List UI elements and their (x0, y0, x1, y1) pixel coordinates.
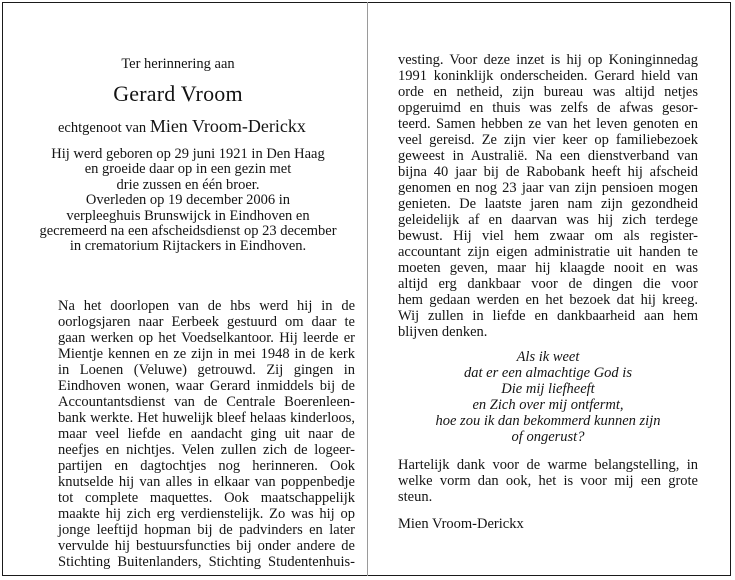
life-line: in crematorium Rijtackers in Eindhoven. (69, 238, 307, 255)
life-line: en groeide daar op in een gezin met (84, 161, 292, 178)
life-line: gecremeerd na een afscheidsdienst op 23 december (39, 223, 337, 240)
life-line: Overleden op 19 december 2006 in (85, 192, 291, 209)
bio-line: moeten geven, maar hij klaagde nooit en was (398, 260, 698, 276)
biography-right (398, 52, 698, 340)
bio-line: tot complete maquettes. Ook maatschappelijk (58, 490, 355, 506)
bio-line: maar veel liefde en aandacht ging uit naar de (58, 426, 355, 442)
deceased-name: Gerard Vroom (113, 81, 243, 106)
bio-line: maakte hij zich erg verdienstelijk. Zo was hij op (58, 506, 355, 522)
bio-line: vesting. Voor deze inzet is hij op Koninginnedag (398, 52, 698, 68)
bio-line: gaan werken op het Voedselkantoor. Hij leerde er (58, 330, 355, 346)
life-line: verpleeghuis Brunswijck in Eindhoven en (66, 207, 310, 224)
bio-line: Na het doorlopen van de hbs werd hij in de (58, 298, 355, 314)
bio-line: 1991 koninklijk onderscheiden. Gerard hield van (398, 68, 698, 84)
life-details (38, 147, 338, 255)
bio-line: opgeruimd en thuis was zelfs de afwas gesor- (398, 100, 698, 116)
bio-line: genieten. De laatste jaren nam zijn gezondheid (398, 196, 698, 212)
bio-line: oorlogsjaren naar Eerbeek gestuurd om daar te (58, 314, 355, 330)
bio-line: partijen en dagtochtjes nog herinneren. Ook (58, 458, 355, 474)
bio-line: accountant zijn eigen administratie uit handen te (398, 244, 698, 260)
bio-line: geweest in Australië. Na een dienstverband van (398, 148, 698, 164)
bio-line: vervulde hij bestuursfuncties bij onder andere de (58, 538, 355, 554)
life-line: drie zussen en één broer. (116, 176, 260, 193)
poem-line: Die mij liefheeft (501, 381, 595, 397)
bio-line: geleidelijk af en daarvan was hij zich terdege (398, 212, 698, 228)
bio-line: knutselde hij van alles in elkaar van poppenbedje (58, 474, 355, 490)
bio-line: Accountantsdienst van de Centrale Boerenleen- (58, 394, 355, 410)
biography-left (58, 298, 355, 570)
poem-line: dat er een almachtige God is (464, 365, 632, 381)
bio-line: Eindhoven wonen, waar Gerard inmiddels bij de (58, 378, 355, 394)
poem (398, 349, 698, 445)
bio-line: neefjes en nichtjes. Velen zullen zich de logeer- (58, 442, 355, 458)
signature: Mien Vroom-Derickx (398, 516, 524, 532)
bio-line: in Loenen (Veluwe) getrouwd. Zij gingen in (58, 362, 355, 378)
poem-line: en Zich over mij ontfermt, (472, 397, 624, 413)
life-line: Hij werd geboren op 29 juni 1921 in Den Haag (51, 146, 325, 162)
bio-line: genomen en nog 23 jaar van zijn pensioen mogen (398, 180, 698, 196)
spouse-name: Mien Vroom-Derickx (149, 116, 306, 136)
bio-line: bijna 40 jaar bij de Rabobank heeft hij afscheid (398, 164, 698, 180)
bio-line: Mientje kennen en ze zijn in mei 1948 in de kerk (58, 346, 355, 362)
spouse-prefix: echtgenoot van (58, 120, 147, 136)
thanks-line: Hartelijk dank voor de warme belangstelling, in (398, 457, 698, 473)
bio-line: veel gereisd. Ze zijn vier keer op familiebezoek (398, 132, 698, 148)
bio-line: jonge leeftijd hopman bij de padvinders en later (58, 522, 355, 538)
bio-line: Stichting Buitenlanders, Stichting Studentenhuis- (58, 554, 355, 570)
thanks-line: welke vorm dan ook, het is voor mij een grote (398, 473, 698, 489)
bio-line: teerd. Samen hebben ze van het leven genoten en (398, 116, 698, 132)
bio-line: Wij zullen in liefde en dankbaarheid aan hem (398, 308, 698, 324)
poem-line: of ongerust? (511, 429, 585, 445)
intro-text: Ter herinnering aan (121, 56, 235, 72)
fold-line (367, 2, 368, 576)
bio-line: orde en netheid, zijn bureau was altijd netjes (398, 84, 698, 100)
thanks-text (398, 457, 698, 505)
bio-line: bank werkte. Het huwelijk bleef helaas kinderloos, (58, 410, 355, 426)
bio-line: hem gedaan werden en het bezoek dat hij kreeg. (398, 292, 698, 308)
bio-line: blijven denken. (398, 324, 488, 340)
bio-line: altijd erg dankbaar voor de dingen die voor (398, 276, 698, 292)
spouse-line (58, 116, 306, 137)
poem-line: hoe zou ik dan bekommerd kunnen zijn (435, 413, 661, 429)
bio-line: bewust. Hij viel hem zwaar om als register- (398, 228, 698, 244)
poem-line: Als ik weet (516, 349, 580, 365)
thanks-line: steun. (398, 489, 433, 505)
